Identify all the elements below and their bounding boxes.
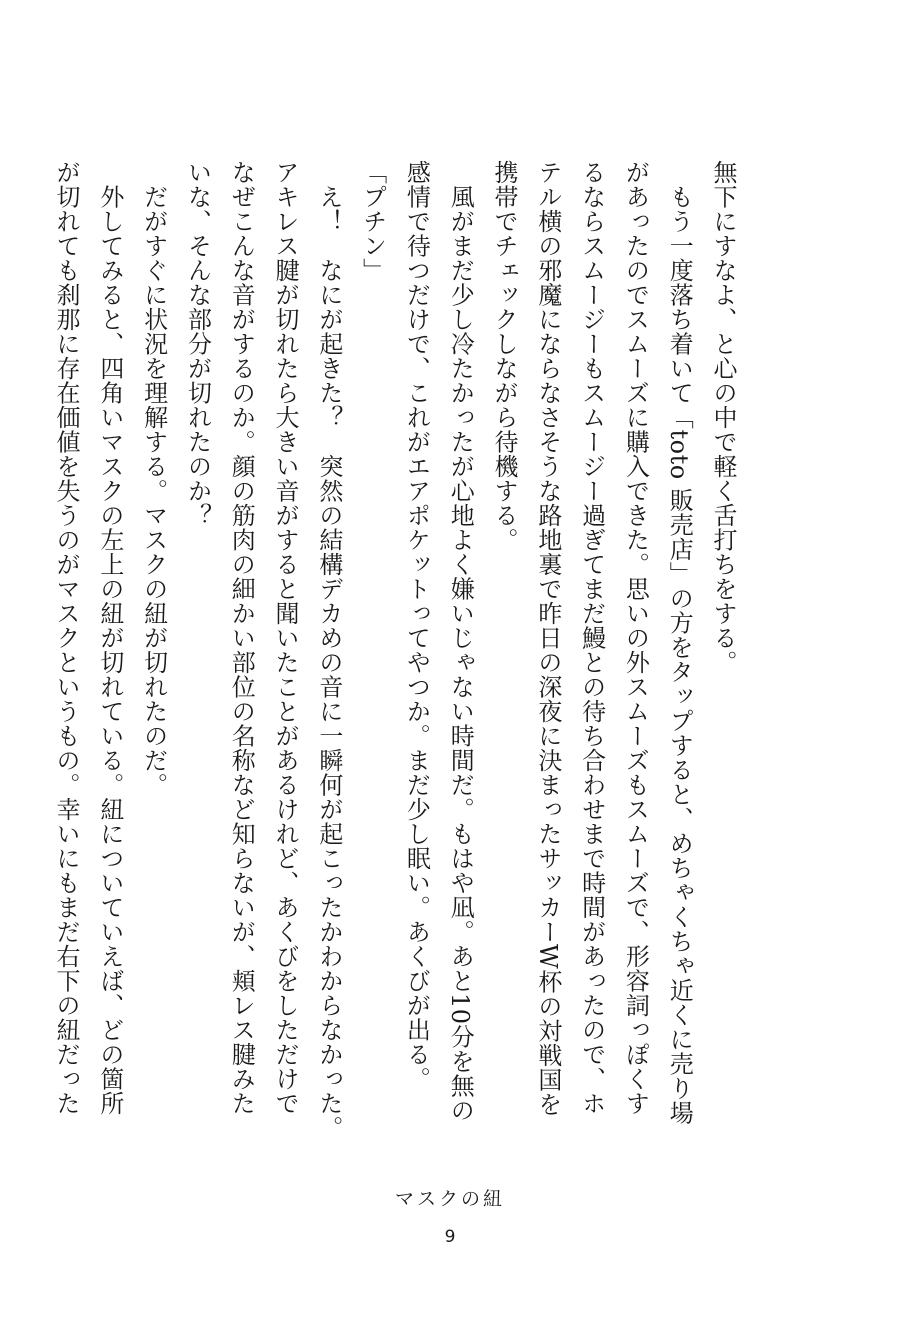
text-line: アキレス腱が切れたら大きい音がすると聞いたことがあるけれど、あくびをしただけで xyxy=(271,160,300,1116)
text-line: なぜこんな音がするのか。顔の筋肉の細かい部位の名称など知らないが、頬レス腱みた xyxy=(227,160,256,1116)
text-line: 感情で待つだけで、これがエアポケットってやつか。まだ少し眠い。あくびが出る。 xyxy=(402,160,431,1091)
text-line: 外してみると、四角いマスクの左上の紐が切れている。紐についていえば、どの箇所 xyxy=(95,160,124,1116)
running-title: マスクの紐 xyxy=(394,1188,505,1210)
text-line: 風がまだ少し冷たかったが心地よく嫌いじゃない時間だ。もはや凪。あと10分を無の xyxy=(446,160,475,1123)
text-line: もう一度落ち着いて「toto 販売店」の方をタップすると、めちゃくちゃ近くに売り場 xyxy=(665,160,694,1125)
text-line: だがすぐに状況を理解する。マスクの紐が切れたのだ。 xyxy=(139,160,168,797)
text-line: テル横の邪魔にならなさそうな路地裏で昨日の深夜に決まったサッカーW杯の対戦国を xyxy=(533,160,562,1117)
text-line: 「プチン」 xyxy=(358,160,387,283)
text-line: が切れても刹那に存在価値を失うのがマスクというもの。幸いにもまだ右下の紐だった xyxy=(52,160,81,1116)
body-text xyxy=(52,160,744,1140)
text-line: 無下にすなよ、と心の中で軽く舌打ちをする。 xyxy=(709,160,737,675)
text-line: るならスムージーもスムージー過ぎてまだ鰻との待ち合わせまで時間があったので、ホ xyxy=(577,160,606,1116)
page-number: 9 xyxy=(444,1227,456,1247)
text-line: 携帯でチェックしながら待機する。 xyxy=(490,160,519,552)
text-line: え！ なにが起きた？ 突然の結構デカめの音に一瞬何が起こったかわからなかった。 xyxy=(314,160,343,1140)
text-line: いな、そんな部分が切れたのか？ xyxy=(183,160,212,528)
text-line: があったのでスムーズに購入できた。思いの外スムーズもスムーズで、形容詞っぽくす xyxy=(621,160,650,1116)
